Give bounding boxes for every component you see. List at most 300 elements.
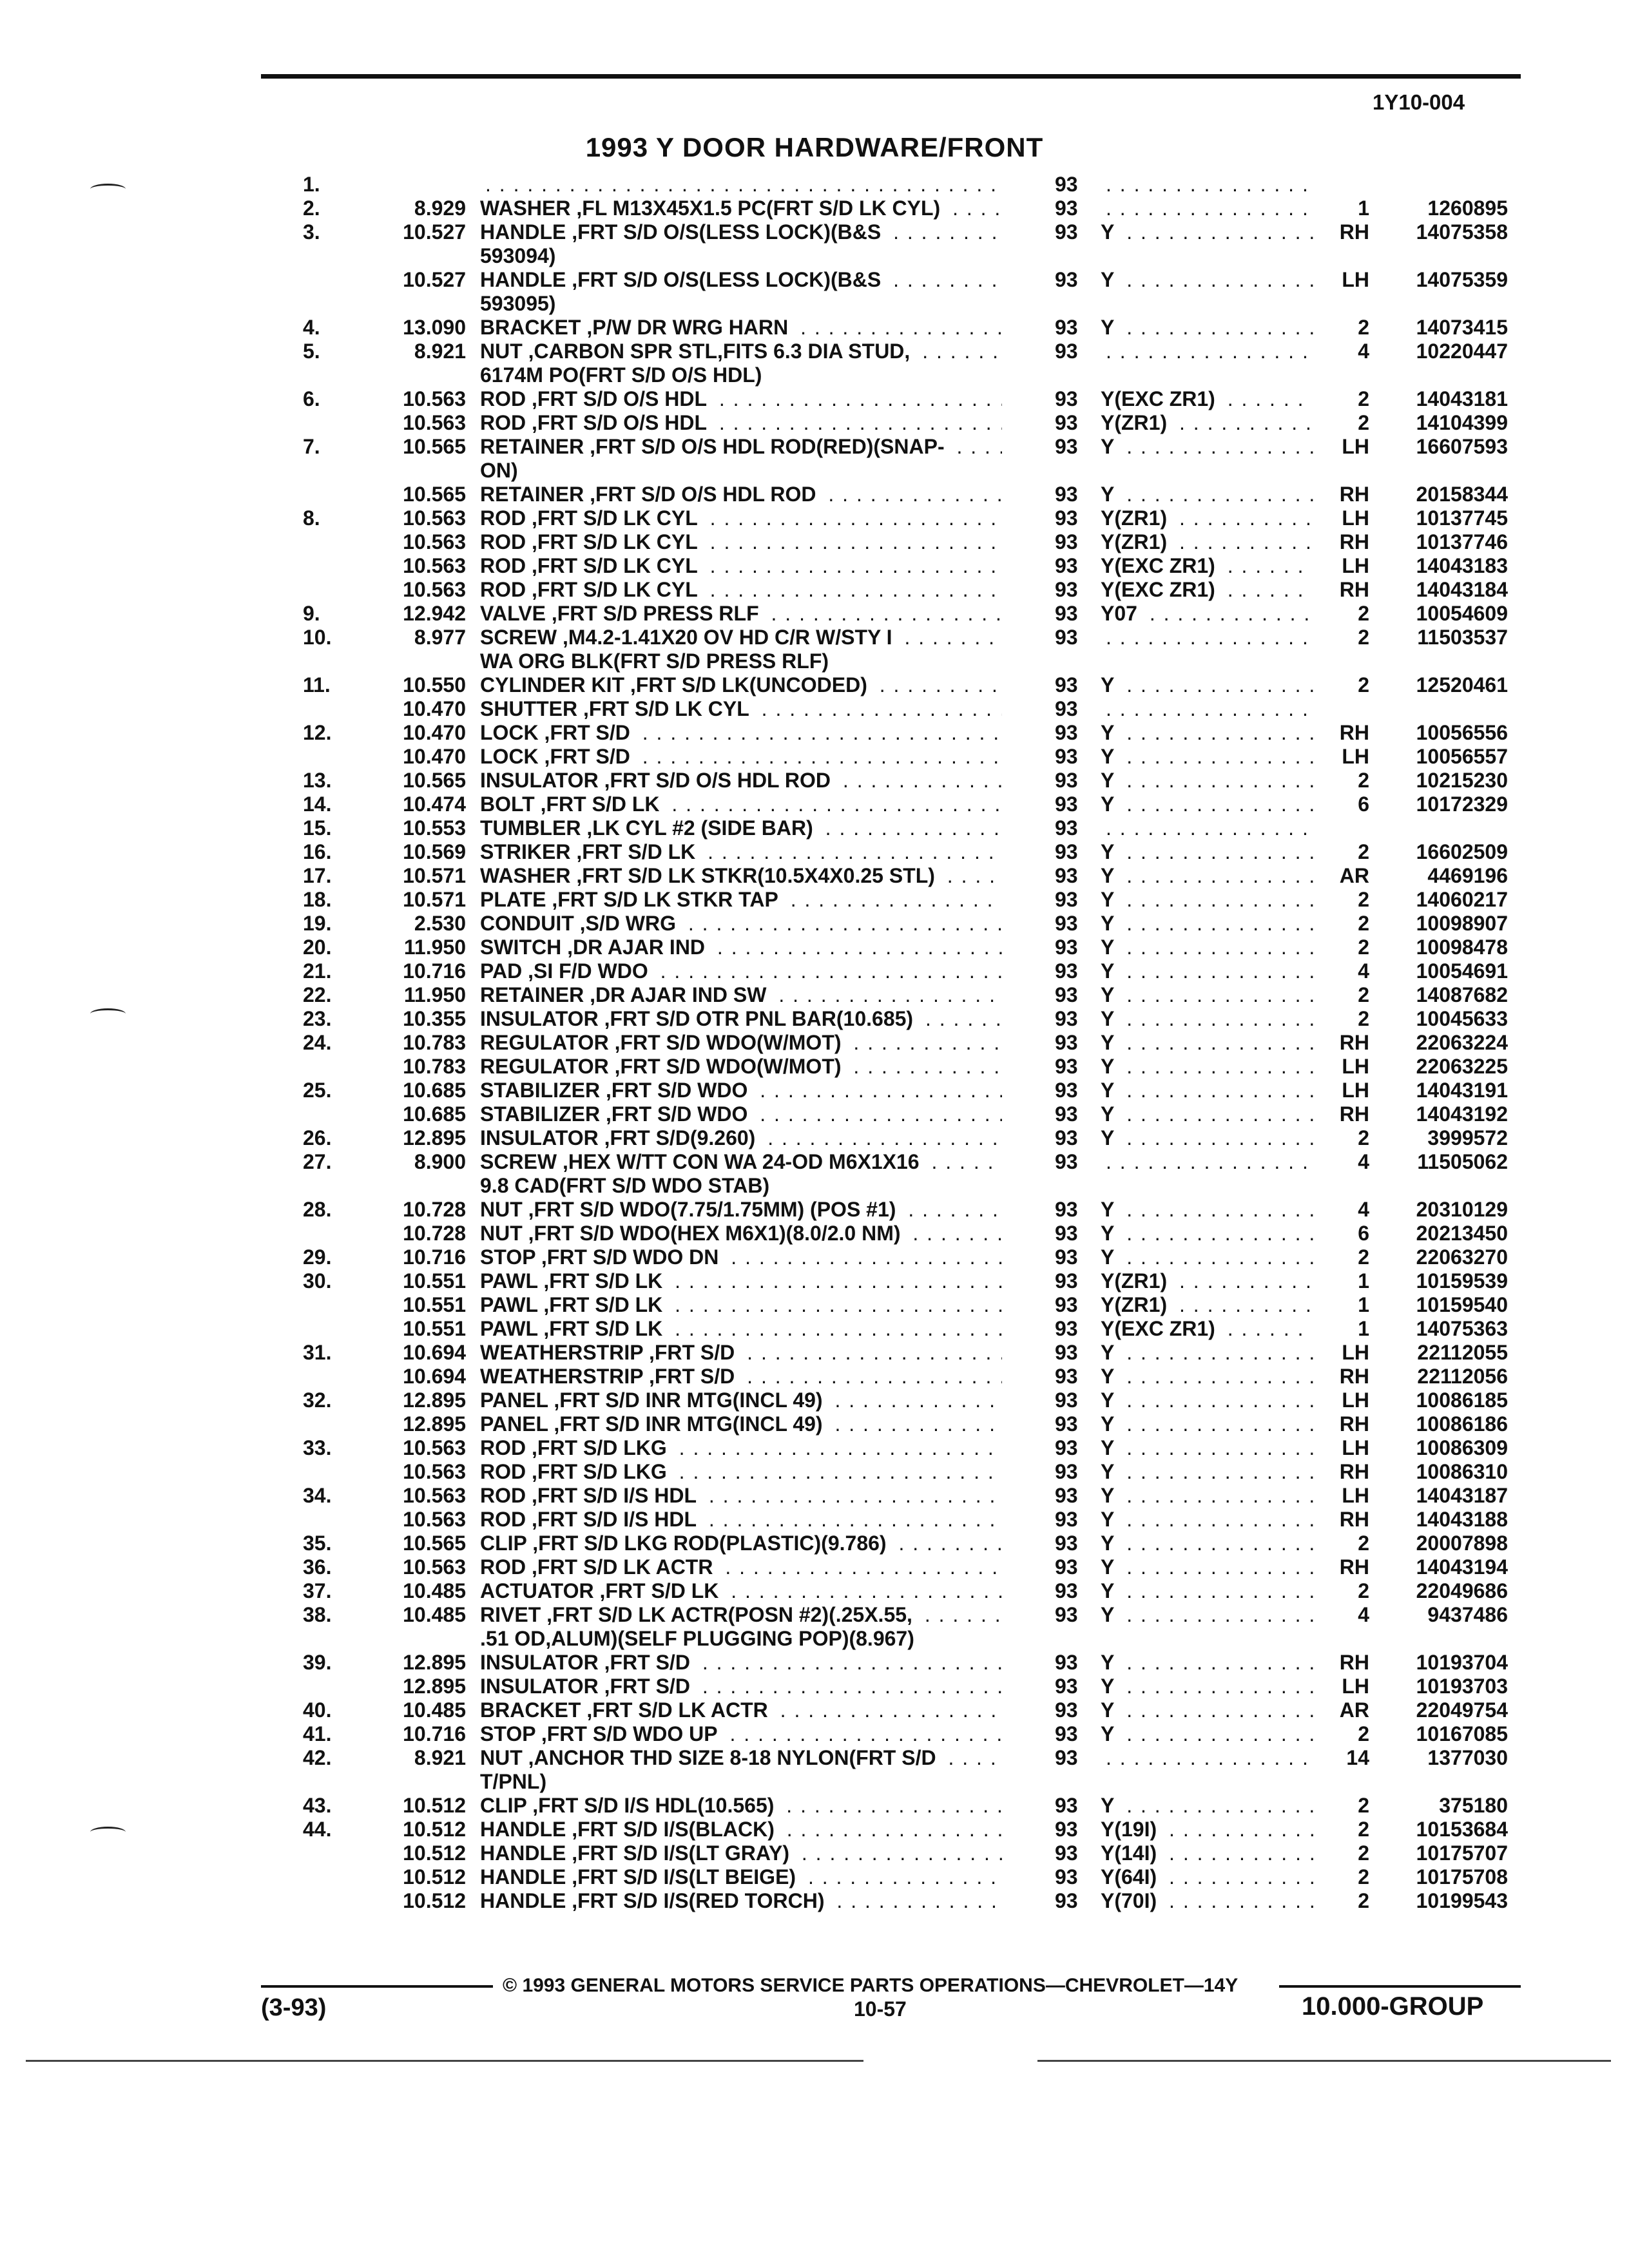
table-row xyxy=(0,649,1629,673)
model-year: 93 xyxy=(1055,197,1078,220)
table-row xyxy=(0,244,1629,268)
model-code xyxy=(1101,1150,1313,1174)
quantity: 2 xyxy=(1358,602,1369,625)
model-year: 93 xyxy=(1055,1126,1078,1149)
part-number: 20007898 xyxy=(1416,1532,1508,1555)
model-year: 93 xyxy=(1055,1341,1078,1364)
part-description: STOP ,FRT S/D WDO DN . . . xyxy=(480,1245,1002,1269)
model-year: 93 xyxy=(1055,1651,1078,1674)
quantity: AR xyxy=(1339,1698,1369,1722)
quantity: RH xyxy=(1339,1365,1369,1388)
part-number: 1260895 xyxy=(1427,197,1508,220)
model-year: 93 xyxy=(1055,888,1078,911)
part-number: 14075359 xyxy=(1416,268,1508,291)
part-number: 14060217 xyxy=(1416,888,1508,911)
model-code: Y . . . xyxy=(1101,1579,1313,1603)
part-number: 10153684 xyxy=(1416,1818,1508,1841)
model-year: 93 xyxy=(1055,1222,1078,1245)
part-number: 11503537 xyxy=(1417,626,1508,649)
part-number: 10172329 xyxy=(1416,793,1508,816)
quantity: 2 xyxy=(1358,1245,1369,1269)
model-year: 93 xyxy=(1055,959,1078,983)
group-number: 10.565 xyxy=(403,1532,466,1555)
binder-hole-mark xyxy=(90,1827,126,1838)
ref-number: 8. xyxy=(303,506,320,530)
model-code xyxy=(1101,649,1313,673)
ref-number: 40. xyxy=(303,1698,332,1722)
part-description: ROD ,FRT S/D LK CYL . . . xyxy=(480,506,1002,530)
part-number: 10199543 xyxy=(1416,1889,1508,1912)
group-number: 10.685 xyxy=(403,1079,466,1102)
table-row xyxy=(0,912,1629,936)
part-description: NUT ,CARBON SPR STL,FITS 6.3 DIA STUD, . . . xyxy=(480,340,1002,363)
part-description: ROD ,FRT S/D LK ACTR . . . xyxy=(480,1555,1002,1579)
group-number: 10.563 xyxy=(403,578,466,601)
quantity: 1 xyxy=(1358,1293,1369,1316)
part-description: INSULATOR ,FRT S/D . . . xyxy=(480,1651,1002,1675)
footer-rule-right xyxy=(1279,1985,1521,1988)
model-year: 93 xyxy=(1055,1460,1078,1483)
ref-number: 44. xyxy=(303,1818,332,1841)
table-row xyxy=(0,1675,1629,1698)
part-description: LOCK ,FRT S/D . . . xyxy=(480,745,1002,769)
quantity: LH xyxy=(1342,268,1369,291)
part-description xyxy=(480,173,1002,197)
part-number: 375180 xyxy=(1439,1794,1508,1817)
model-year: 93 xyxy=(1055,1555,1078,1579)
model-code: Y . . . xyxy=(1101,1436,1313,1460)
model-code: Y(64I) . . . xyxy=(1101,1865,1313,1889)
part-description: REGULATOR ,FRT S/D WDO(W/MOT) . . . xyxy=(480,1055,1002,1079)
quantity: LH xyxy=(1342,435,1369,458)
table-row xyxy=(0,1198,1629,1222)
model-code: Y . . . xyxy=(1101,1222,1313,1245)
quantity: 2 xyxy=(1358,888,1369,911)
part-description: NUT ,FRT S/D WDO(HEX M6X1)(8.0/2.0 NM) . . . xyxy=(480,1222,1002,1245)
quantity: 4 xyxy=(1358,1150,1369,1173)
part-description: VALVE ,FRT S/D PRESS RLF . . . xyxy=(480,602,1002,626)
part-number: 9437486 xyxy=(1427,1603,1508,1626)
table-row xyxy=(0,1746,1629,1770)
group-number: 10.551 xyxy=(403,1317,466,1340)
part-description: HANDLE ,FRT S/D O/S(LESS LOCK)(B&S . . . xyxy=(480,220,1002,244)
group-number: 10.563 xyxy=(403,387,466,410)
model-year: 93 xyxy=(1055,1889,1078,1912)
group-number: 10.485 xyxy=(403,1579,466,1602)
table-row xyxy=(0,387,1629,411)
group-number: 10.355 xyxy=(403,1007,466,1030)
table-row xyxy=(0,1317,1629,1341)
part-description: BRACKET ,P/W DR WRG HARN . . . xyxy=(480,316,1002,340)
table-row xyxy=(0,840,1629,864)
model-code xyxy=(1101,697,1313,721)
quantity: LH xyxy=(1342,745,1369,768)
model-year: 93 xyxy=(1055,1412,1078,1436)
table-row xyxy=(0,959,1629,983)
group-number: 2.530 xyxy=(414,912,466,935)
part-description: ROD ,FRT S/D O/S HDL . . . xyxy=(480,387,1002,411)
table-row xyxy=(0,1532,1629,1555)
part-number: 10137745 xyxy=(1416,506,1508,530)
table-row xyxy=(0,1841,1629,1865)
table-row xyxy=(0,888,1629,912)
model-code: Y(EXC ZR1) . . . xyxy=(1101,387,1313,411)
model-code: Y(ZR1) . . . xyxy=(1101,530,1313,554)
model-year: 93 xyxy=(1055,1198,1078,1221)
group-number: 10.694 xyxy=(403,1365,466,1388)
part-number: 14043181 xyxy=(1416,387,1508,410)
table-row xyxy=(0,530,1629,554)
group-number: 10.716 xyxy=(403,959,466,983)
part-number: 10086186 xyxy=(1416,1412,1508,1436)
part-number: 14104399 xyxy=(1416,411,1508,434)
part-number: 10175707 xyxy=(1416,1841,1508,1865)
quantity: 2 xyxy=(1358,1865,1369,1888)
part-description: NUT ,FRT S/D WDO(7.75/1.75MM) (POS #1) . . . xyxy=(480,1198,1002,1222)
model-code xyxy=(1101,197,1313,220)
group-number: 12.895 xyxy=(403,1412,466,1436)
model-code: Y(ZR1) . . . xyxy=(1101,506,1313,530)
group-number: 11.950 xyxy=(403,936,466,959)
model-code: Y . . . xyxy=(1101,220,1313,244)
group-number: 10.563 xyxy=(403,1555,466,1579)
part-number: 10086310 xyxy=(1416,1460,1508,1483)
model-code: Y(70I) . . . xyxy=(1101,1889,1313,1913)
quantity: RH xyxy=(1339,1555,1369,1579)
model-code: Y . . . xyxy=(1101,1389,1313,1412)
group-number: 11.950 xyxy=(403,983,466,1006)
part-description: HANDLE ,FRT S/D I/S(LT BEIGE) . . . xyxy=(480,1865,1002,1889)
model-year: 93 xyxy=(1055,1150,1078,1173)
quantity: 4 xyxy=(1358,1198,1369,1221)
model-code: Y(ZR1) . . . xyxy=(1101,1269,1313,1293)
quantity: 2 xyxy=(1358,1532,1369,1555)
table-row xyxy=(0,745,1629,769)
model-year: 93 xyxy=(1055,745,1078,768)
ref-number: 15. xyxy=(303,816,332,840)
table-row xyxy=(0,816,1629,840)
page-code: 1Y10-004 xyxy=(1373,90,1465,114)
part-description: HANDLE ,FRT S/D O/S(LESS LOCK)(B&S . . . xyxy=(480,268,1002,292)
group-number: 8.921 xyxy=(414,340,466,363)
quantity: RH xyxy=(1339,1508,1369,1531)
model-code: Y . . . xyxy=(1101,1198,1313,1222)
ref-number: 21. xyxy=(303,959,332,983)
group-number: 10.565 xyxy=(403,769,466,792)
group-number: 10.470 xyxy=(403,697,466,720)
ref-number: 18. xyxy=(303,888,332,911)
model-code xyxy=(1101,1627,1313,1651)
part-description: PAWL ,FRT S/D LK . . . xyxy=(480,1317,1002,1341)
part-number: 10056557 xyxy=(1416,745,1508,768)
part-number: 22049754 xyxy=(1416,1698,1508,1722)
model-code: Y . . . xyxy=(1101,1007,1313,1031)
ref-number: 11. xyxy=(303,673,331,697)
ref-number: 25. xyxy=(303,1079,332,1102)
part-description: CONDUIT ,S/D WRG . . . xyxy=(480,912,1002,936)
quantity: 2 xyxy=(1358,626,1369,649)
quantity: 2 xyxy=(1358,936,1369,959)
table-row xyxy=(0,1627,1629,1651)
ref-number: 36. xyxy=(303,1555,332,1579)
table-row xyxy=(0,1389,1629,1412)
group-number: 10.551 xyxy=(403,1293,466,1316)
quantity: LH xyxy=(1342,1389,1369,1412)
part-description: INSULATOR ,FRT S/D(9.260) . . . xyxy=(480,1126,1002,1150)
model-code xyxy=(1101,459,1313,483)
part-description: SCREW ,M4.2-1.41X20 OV HD C/R W/STY I . . . xyxy=(480,626,1002,649)
part-number: 10220447 xyxy=(1416,340,1508,363)
ref-number: 42. xyxy=(303,1746,332,1769)
group-number: 13.090 xyxy=(403,316,466,339)
model-year: 93 xyxy=(1055,1365,1078,1388)
model-code: Y . . . xyxy=(1101,840,1313,864)
model-year: 93 xyxy=(1055,840,1078,863)
group-number: 10.565 xyxy=(403,483,466,506)
model-year: 93 xyxy=(1055,1007,1078,1030)
group-number: 10.563 xyxy=(403,1508,466,1531)
table-row xyxy=(0,1818,1629,1841)
part-number: 1377030 xyxy=(1427,1746,1508,1769)
part-description: INSULATOR ,FRT S/D O/S HDL ROD . . . xyxy=(480,769,1002,793)
group-number: 10.512 xyxy=(403,1818,466,1841)
part-number: 10086309 xyxy=(1416,1436,1508,1459)
part-number: 10215230 xyxy=(1416,769,1508,792)
part-number: 22049686 xyxy=(1416,1579,1508,1602)
part-description: .51 OD,ALUM)(SELF PLUGGING POP)(8.967) xyxy=(480,1627,1002,1651)
group-number: 10.470 xyxy=(403,745,466,768)
table-row xyxy=(0,316,1629,340)
table-row xyxy=(0,673,1629,697)
table-row xyxy=(0,435,1629,459)
group-number: 10.716 xyxy=(403,1722,466,1745)
part-description: CYLINDER KIT ,FRT S/D LK(UNCODED) . . . xyxy=(480,673,1002,697)
table-row xyxy=(0,864,1629,888)
table-row xyxy=(0,1055,1629,1079)
quantity: 2 xyxy=(1358,316,1369,339)
part-number: 10159539 xyxy=(1416,1269,1508,1293)
quantity: 2 xyxy=(1358,411,1369,434)
model-code: Y . . . xyxy=(1101,1126,1313,1150)
part-description: ROD ,FRT S/D LK CYL . . . xyxy=(480,530,1002,554)
group-number: 10.685 xyxy=(403,1102,466,1126)
part-number: 10054609 xyxy=(1416,602,1508,625)
part-number: 14075363 xyxy=(1416,1317,1508,1340)
part-description: HANDLE ,FRT S/D I/S(LT GRAY) . . . xyxy=(480,1841,1002,1865)
part-number: 10045633 xyxy=(1416,1007,1508,1030)
model-code: Y . . . xyxy=(1101,959,1313,983)
quantity: 1 xyxy=(1358,1317,1369,1340)
model-code: Y(ZR1) . . . xyxy=(1101,1293,1313,1317)
model-year: 93 xyxy=(1055,1818,1078,1841)
table-row xyxy=(0,1579,1629,1603)
model-year: 93 xyxy=(1055,1102,1078,1126)
group-number: 10.474 xyxy=(403,793,466,816)
table-row xyxy=(0,1794,1629,1818)
model-year: 93 xyxy=(1055,1532,1078,1555)
group-number: 10.563 xyxy=(403,1484,466,1507)
part-number: 10098907 xyxy=(1416,912,1508,935)
scan-edge-rule-right xyxy=(1037,2060,1611,2062)
ref-number: 34. xyxy=(303,1484,332,1507)
ref-number: 17. xyxy=(303,864,332,887)
group-number: 10.527 xyxy=(403,268,466,291)
part-description: ROD ,FRT S/D I/S HDL . . . xyxy=(480,1508,1002,1532)
part-number: 22112055 xyxy=(1417,1341,1508,1364)
part-description: ROD ,FRT S/D LKG . . . xyxy=(480,1436,1002,1460)
part-number: 10193703 xyxy=(1416,1675,1508,1698)
quantity: 2 xyxy=(1358,1007,1369,1030)
model-code: Y . . . xyxy=(1101,1365,1313,1389)
quantity: RH xyxy=(1339,483,1369,506)
group-number: 10.512 xyxy=(403,1865,466,1888)
ref-number: 1. xyxy=(303,173,320,196)
ref-number: 6. xyxy=(303,387,320,410)
part-description: ON) xyxy=(480,459,1002,483)
group-number: 8.900 xyxy=(414,1150,466,1173)
part-description: ROD ,FRT S/D O/S HDL . . . xyxy=(480,411,1002,435)
table-row xyxy=(0,1174,1629,1198)
ref-number: 27. xyxy=(303,1150,332,1173)
model-year: 93 xyxy=(1055,1675,1078,1698)
group-number: 10.783 xyxy=(403,1055,466,1078)
ref-number: 14. xyxy=(303,793,332,816)
group-number: 10.485 xyxy=(403,1698,466,1722)
group-number: 12.895 xyxy=(403,1675,466,1698)
model-year: 93 xyxy=(1055,816,1078,840)
group-number: 10.783 xyxy=(403,1031,466,1054)
table-row xyxy=(0,1126,1629,1150)
quantity: RH xyxy=(1339,220,1369,244)
part-number: 14043183 xyxy=(1416,554,1508,577)
model-year: 93 xyxy=(1055,340,1078,363)
model-code xyxy=(1101,244,1313,268)
group-label: 10.000-GROUP xyxy=(1302,1992,1484,2021)
part-description: SWITCH ,DR AJAR IND . . . xyxy=(480,936,1002,959)
group-number: 8.929 xyxy=(414,197,466,220)
part-number: 10056556 xyxy=(1416,721,1508,744)
quantity: 2 xyxy=(1358,1579,1369,1602)
quantity: 2 xyxy=(1358,983,1369,1006)
table-row xyxy=(0,1484,1629,1508)
ref-number: 19. xyxy=(303,912,332,935)
model-code: Y . . . xyxy=(1101,268,1313,292)
part-number: 14043188 xyxy=(1416,1508,1508,1531)
quantity: 4 xyxy=(1358,340,1369,363)
part-number: 14075358 xyxy=(1416,220,1508,244)
model-code: Y . . . xyxy=(1101,483,1313,506)
group-number: 10.527 xyxy=(403,220,466,244)
table-row xyxy=(0,1222,1629,1245)
model-code xyxy=(1101,816,1313,840)
part-number: 20310129 xyxy=(1416,1198,1508,1221)
part-number: 10137746 xyxy=(1416,530,1508,553)
model-code: Y(14I) . . . xyxy=(1101,1841,1313,1865)
part-description: HANDLE ,FRT S/D I/S(BLACK) . . . xyxy=(480,1818,1002,1841)
part-description: BRACKET ,FRT S/D LK ACTR . . . xyxy=(480,1698,1002,1722)
part-description: T/PNL) xyxy=(480,1770,1002,1794)
group-number: 10.569 xyxy=(403,840,466,863)
model-year: 93 xyxy=(1055,1269,1078,1293)
part-description: CLIP ,FRT S/D I/S HDL(10.565) . . . xyxy=(480,1794,1002,1818)
group-number: 10.563 xyxy=(403,1436,466,1459)
quantity: RH xyxy=(1339,530,1369,553)
model-code: Y(EXC ZR1) . . . xyxy=(1101,554,1313,578)
model-year: 93 xyxy=(1055,483,1078,506)
part-number: 22112056 xyxy=(1417,1365,1508,1388)
quantity: 2 xyxy=(1358,840,1369,863)
model-year: 93 xyxy=(1055,1508,1078,1531)
model-code xyxy=(1101,363,1313,387)
quantity: 2 xyxy=(1358,1818,1369,1841)
table-row xyxy=(0,411,1629,435)
model-year: 93 xyxy=(1055,530,1078,553)
table-row xyxy=(0,1293,1629,1317)
part-description: TUMBLER ,LK CYL #2 (SIDE BAR) . . . xyxy=(480,816,1002,840)
model-year: 93 xyxy=(1055,1245,1078,1269)
ref-number: 28. xyxy=(303,1198,332,1221)
model-code: Y . . . xyxy=(1101,1532,1313,1555)
part-number: 22063225 xyxy=(1416,1055,1508,1078)
part-description: STOP ,FRT S/D WDO UP . . . xyxy=(480,1722,1002,1746)
part-number: 10193704 xyxy=(1416,1651,1508,1674)
part-number: 14073415 xyxy=(1416,316,1508,339)
model-code: Y . . . xyxy=(1101,1508,1313,1532)
model-code xyxy=(1101,292,1313,316)
quantity: 14 xyxy=(1346,1746,1369,1769)
model-code: Y(ZR1) . . . xyxy=(1101,411,1313,435)
table-row xyxy=(0,1436,1629,1460)
model-year: 93 xyxy=(1055,268,1078,291)
part-description: ACTUATOR ,FRT S/D LK . . . xyxy=(480,1579,1002,1603)
ref-number: 20. xyxy=(303,936,332,959)
ref-number: 41. xyxy=(303,1722,332,1745)
model-year: 93 xyxy=(1055,1293,1078,1316)
quantity: LH xyxy=(1342,554,1369,577)
part-description: ROD ,FRT S/D I/S HDL . . . xyxy=(480,1484,1002,1508)
quantity: LH xyxy=(1342,1055,1369,1078)
model-code: Y . . . xyxy=(1101,1603,1313,1627)
model-year: 93 xyxy=(1055,1031,1078,1054)
model-code: Y(EXC ZR1) . . . xyxy=(1101,1317,1313,1341)
model-code: Y . . . xyxy=(1101,936,1313,959)
model-code: Y . . . xyxy=(1101,1341,1313,1365)
table-row xyxy=(0,483,1629,506)
part-description: WASHER ,FL M13X45X1.5 PC(FRT S/D LK CYL) . . . xyxy=(480,197,1002,220)
model-code: Y(19I) . . . xyxy=(1101,1818,1313,1841)
model-code: Y . . . xyxy=(1101,673,1313,697)
model-year: 93 xyxy=(1055,1841,1078,1865)
group-number: 10.563 xyxy=(403,554,466,577)
quantity: 4 xyxy=(1358,959,1369,983)
part-number: 16602509 xyxy=(1416,840,1508,863)
model-year: 93 xyxy=(1055,1079,1078,1102)
part-number: 14043192 xyxy=(1416,1102,1508,1126)
model-year: 93 xyxy=(1055,1484,1078,1507)
model-code: Y . . . xyxy=(1101,864,1313,888)
table-row xyxy=(0,1889,1629,1913)
part-description: PANEL ,FRT S/D INR MTG(INCL 49) . . . xyxy=(480,1389,1002,1412)
ref-number: 4. xyxy=(303,316,320,339)
ref-number: 39. xyxy=(303,1651,332,1674)
table-row xyxy=(0,793,1629,816)
part-number: 14087682 xyxy=(1416,983,1508,1006)
ref-number: 29. xyxy=(303,1245,332,1269)
ref-number: 12. xyxy=(303,721,332,744)
model-year: 93 xyxy=(1055,316,1078,339)
part-description: STRIKER ,FRT S/D LK . . . xyxy=(480,840,1002,864)
table-row xyxy=(0,1508,1629,1532)
